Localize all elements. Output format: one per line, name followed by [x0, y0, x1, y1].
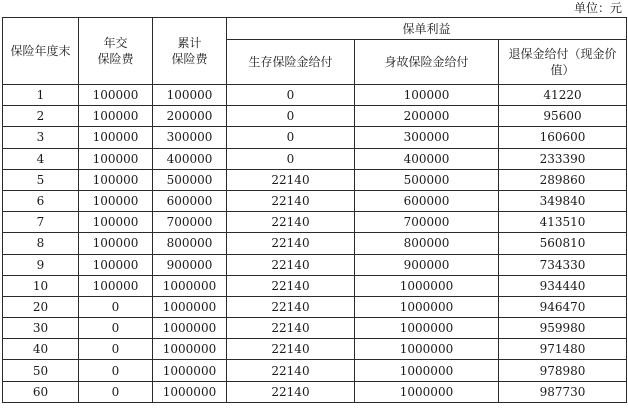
cell-death-benefit: 300000	[355, 127, 499, 148]
table-row	[3, 85, 627, 106]
table-row	[3, 127, 627, 148]
cell-annual-premium: 100000	[79, 85, 153, 106]
policy-benefits-table	[2, 17, 627, 403]
cell-cumulative-premium: 400000	[153, 148, 227, 169]
table-row	[3, 296, 627, 317]
cell-cumulative-premium: 100000	[153, 85, 227, 106]
cell-survival-benefit: 22140	[227, 360, 355, 381]
table-row	[3, 169, 627, 190]
cell-death-benefit: 1000000	[355, 360, 499, 381]
cell-surrender-value: 959980	[499, 318, 627, 339]
cell-survival-benefit: 0	[227, 127, 355, 148]
cell-cumulative-premium: 1000000	[153, 360, 227, 381]
cell-cumulative-premium: 1000000	[153, 318, 227, 339]
cell-annual-premium: 100000	[79, 169, 153, 190]
table-body	[3, 85, 627, 403]
header-cumulative-premium-line1: 累计	[177, 36, 202, 50]
cell-death-benefit: 800000	[355, 233, 499, 254]
header-surrender-value-line1: 退保金给付（现金价	[508, 47, 617, 61]
table-row	[3, 360, 627, 381]
cell-death-benefit: 500000	[355, 169, 499, 190]
cell-survival-benefit: 22140	[227, 169, 355, 190]
cell-survival-benefit: 22140	[227, 212, 355, 233]
cell-death-benefit: 1000000	[355, 381, 499, 402]
cell-policy-year: 4	[3, 148, 79, 169]
cell-cumulative-premium: 700000	[153, 212, 227, 233]
cell-annual-premium: 0	[79, 381, 153, 402]
table-row	[3, 339, 627, 360]
cell-survival-benefit: 0	[227, 148, 355, 169]
table-row	[3, 275, 627, 296]
cell-death-benefit: 1000000	[355, 339, 499, 360]
header-annual-premium-line1: 年交	[103, 36, 128, 50]
header-policy-year-end: 保险年度末	[3, 18, 79, 85]
cell-policy-year: 20	[3, 296, 79, 317]
cell-cumulative-premium: 800000	[153, 233, 227, 254]
table-row	[3, 381, 627, 402]
unit-label: 单位：元	[573, 1, 622, 15]
cell-survival-benefit: 22140	[227, 381, 355, 402]
header-death-benefit: 身故保险金给付	[355, 40, 499, 85]
header-policy-benefits: 保单利益	[227, 18, 627, 40]
table-row	[3, 190, 627, 211]
cell-policy-year: 30	[3, 318, 79, 339]
cell-surrender-value: 978980	[499, 360, 627, 381]
cell-survival-benefit: 0	[227, 85, 355, 106]
table-row	[3, 233, 627, 254]
cell-cumulative-premium: 1000000	[153, 275, 227, 296]
header-annual-premium	[79, 18, 153, 85]
cell-annual-premium: 100000	[79, 127, 153, 148]
cell-death-benefit: 100000	[355, 85, 499, 106]
cell-cumulative-premium: 600000	[153, 190, 227, 211]
table-row	[3, 148, 627, 169]
table-row	[3, 318, 627, 339]
cell-survival-benefit: 0	[227, 106, 355, 127]
cell-death-benefit: 900000	[355, 254, 499, 275]
header-cumulative-premium-line2: 保险费	[171, 52, 208, 66]
cell-surrender-value: 734330	[499, 254, 627, 275]
cell-cumulative-premium: 1000000	[153, 296, 227, 317]
cell-survival-benefit: 22140	[227, 339, 355, 360]
cell-cumulative-premium: 1000000	[153, 381, 227, 402]
cell-surrender-value: 946470	[499, 296, 627, 317]
cell-annual-premium: 100000	[79, 254, 153, 275]
cell-surrender-value: 560810	[499, 233, 627, 254]
cell-surrender-value: 95600	[499, 106, 627, 127]
table-header	[3, 18, 627, 85]
cell-surrender-value: 233390	[499, 148, 627, 169]
cell-survival-benefit: 22140	[227, 233, 355, 254]
cell-death-benefit: 1000000	[355, 318, 499, 339]
table-row	[3, 212, 627, 233]
header-cumulative-premium	[153, 18, 227, 85]
cell-annual-premium: 0	[79, 296, 153, 317]
cell-policy-year: 2	[3, 106, 79, 127]
cell-policy-year: 60	[3, 381, 79, 402]
cell-policy-year: 7	[3, 212, 79, 233]
cell-policy-year: 50	[3, 360, 79, 381]
cell-surrender-value: 289860	[499, 169, 627, 190]
cell-cumulative-premium: 1000000	[153, 339, 227, 360]
cell-surrender-value: 160600	[499, 127, 627, 148]
cell-death-benefit: 1000000	[355, 296, 499, 317]
cell-policy-year: 3	[3, 127, 79, 148]
cell-policy-year: 9	[3, 254, 79, 275]
cell-cumulative-premium: 200000	[153, 106, 227, 127]
cell-surrender-value: 413510	[499, 212, 627, 233]
cell-annual-premium: 100000	[79, 212, 153, 233]
cell-cumulative-premium: 900000	[153, 254, 227, 275]
cell-annual-premium: 100000	[79, 148, 153, 169]
cell-annual-premium: 100000	[79, 190, 153, 211]
cell-cumulative-premium: 500000	[153, 169, 227, 190]
cell-surrender-value: 934440	[499, 275, 627, 296]
cell-surrender-value: 987730	[499, 381, 627, 402]
cell-survival-benefit: 22140	[227, 190, 355, 211]
cell-survival-benefit: 22140	[227, 254, 355, 275]
header-annual-premium-line2: 保险费	[97, 52, 134, 66]
cell-annual-premium: 0	[79, 318, 153, 339]
cell-survival-benefit: 22140	[227, 296, 355, 317]
cell-policy-year: 5	[3, 169, 79, 190]
cell-death-benefit: 1000000	[355, 275, 499, 296]
header-surrender-value-line2: 值）	[550, 63, 575, 77]
cell-surrender-value: 41220	[499, 85, 627, 106]
cell-policy-year: 1	[3, 85, 79, 106]
cell-death-benefit: 400000	[355, 148, 499, 169]
cell-cumulative-premium: 300000	[153, 127, 227, 148]
cell-annual-premium: 0	[79, 360, 153, 381]
cell-death-benefit: 200000	[355, 106, 499, 127]
cell-annual-premium: 0	[79, 339, 153, 360]
cell-annual-premium: 100000	[79, 233, 153, 254]
header-surrender-value	[499, 40, 627, 85]
cell-death-benefit: 600000	[355, 190, 499, 211]
cell-policy-year: 6	[3, 190, 79, 211]
table-row	[3, 106, 627, 127]
header-survival-benefit: 生存保险金给付	[227, 40, 355, 85]
cell-policy-year: 10	[3, 275, 79, 296]
cell-survival-benefit: 22140	[227, 275, 355, 296]
cell-annual-premium: 100000	[79, 106, 153, 127]
cell-policy-year: 8	[3, 233, 79, 254]
cell-surrender-value: 971480	[499, 339, 627, 360]
cell-annual-premium: 100000	[79, 275, 153, 296]
cell-death-benefit: 700000	[355, 212, 499, 233]
cell-surrender-value: 349840	[499, 190, 627, 211]
cell-survival-benefit: 22140	[227, 318, 355, 339]
cell-policy-year: 40	[3, 339, 79, 360]
table-row	[3, 254, 627, 275]
